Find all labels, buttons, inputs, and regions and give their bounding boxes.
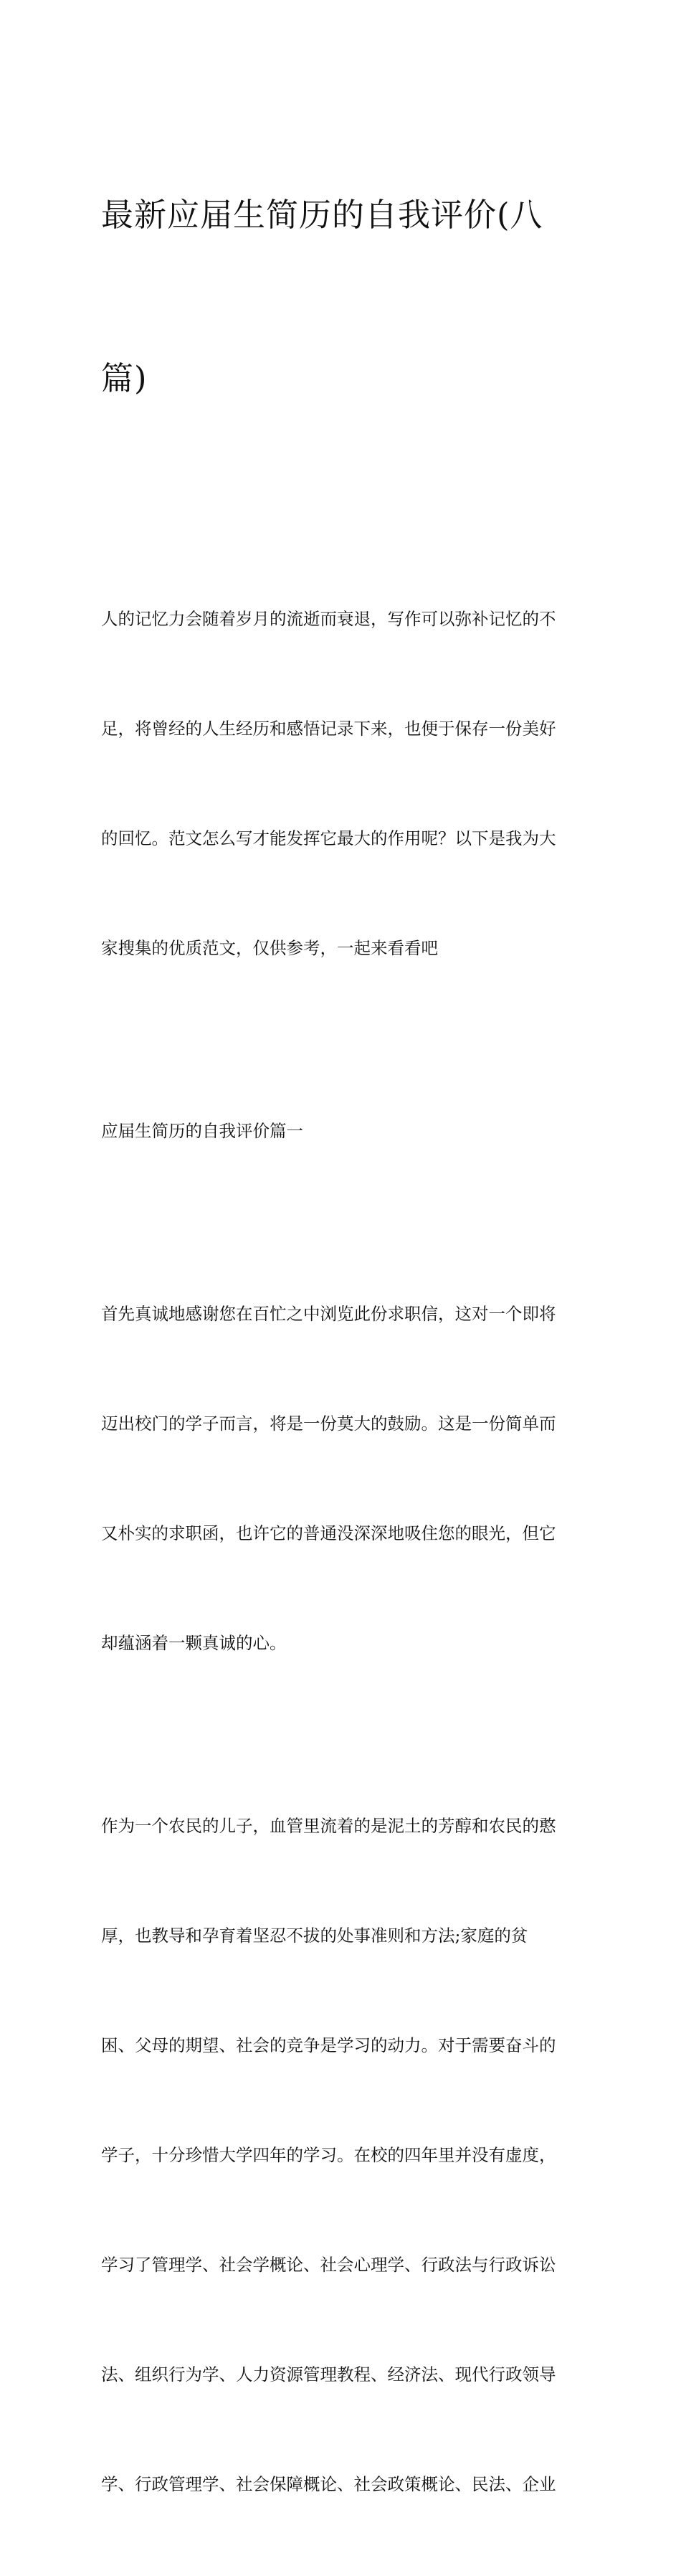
- para1-line-2: 迈出校门的学子而言，将是一份莫大的鼓励。这是一份简单而: [101, 1414, 556, 1434]
- para1-line-3: 又朴实的求职函，也许它的普通没深深地吸住您的眼光，但它: [101, 1523, 556, 1543]
- intro-paragraph: [101, 528, 583, 1040]
- intro-line-2: 足，将曾经的人生经历和感悟记录下来，也便于保存一份美好: [101, 719, 556, 739]
- intro-line-1: 人的记忆力会随着岁月的流逝而衰退，写作可以弥补记忆的不: [101, 609, 556, 629]
- intro-line-3: 的回忆。范文怎么写才能发挥它最大的作用呢？以下是我为大: [101, 828, 556, 848]
- body-paragraph-1: [101, 1223, 583, 1735]
- para2-line-3: 困、父母的期望、社会的竞争是学习的动力。对于需要奋斗的: [101, 2035, 556, 2055]
- para2-line-7: 学、行政管理学、社会保障概论、社会政策概论、民法、企业: [101, 2474, 556, 2494]
- para1-line-1: 首先真诚地感谢您在百忙之中浏览此份求职信，这对一个即将: [101, 1304, 556, 1324]
- title-line-2: 篇): [101, 359, 148, 397]
- para2-line-5: 学习了管理学、社会学概论、社会心理学、行政法与行政诉讼: [101, 2255, 556, 2275]
- body-paragraph-2: [101, 1735, 583, 2576]
- section-heading-text: 应届生简历的自我评价篇一: [101, 1121, 303, 1141]
- document-page: [101, 79, 583, 2576]
- intro-line-4: 家搜集的优质范文，仅供参考，一起来看看吧: [101, 938, 438, 958]
- para2-line-1: 作为一个农民的儿子，血管里流着的是泥土的芳醇和农民的憨: [101, 1816, 556, 1836]
- para2-line-2: 厚，也教导和孕育着坚忍不拔的处事准则和方法;家庭的贫: [101, 1926, 528, 1946]
- section-heading: [101, 1040, 583, 1223]
- para2-line-4: 学子，十分珍惜大学四年的学习。在校的四年里并没有虚度，: [101, 2145, 556, 2165]
- document-title: [101, 79, 583, 515]
- para2-line-6: 法、组织行为学、人力资源管理教程、经济法、现代行政领导: [101, 2364, 556, 2385]
- para1-line-4: 却蕴涵着一颗真诚的心。: [101, 1633, 287, 1653]
- title-line-1: 最新应届生简历的自我评价(八: [101, 196, 543, 234]
